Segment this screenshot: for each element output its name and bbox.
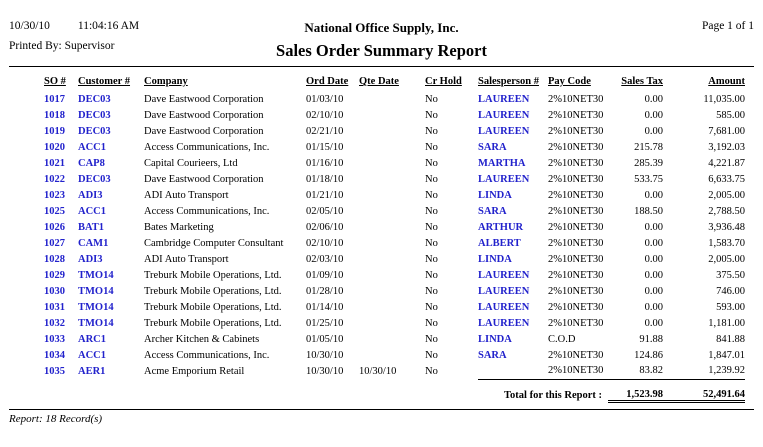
cell-company: Access Communications, Inc. <box>144 349 270 361</box>
cell-customer: CAP8 <box>78 157 105 169</box>
cell-customer: AER1 <box>78 365 106 377</box>
print-time: 11:04:16 AM <box>77 20 140 32</box>
col-sales-tax: Sales Tax <box>621 76 663 87</box>
cell-customer: ARC1 <box>78 333 106 345</box>
cell-salesperson: MARTHA <box>478 157 526 169</box>
cell-so: 1033 <box>44 333 65 345</box>
cell-cr-hold: No <box>425 173 438 185</box>
cell-company: Access Communications, Inc. <box>144 205 270 217</box>
cell-qte-date <box>359 315 425 331</box>
table-row <box>44 267 745 283</box>
cell-so: 1025 <box>44 205 65 217</box>
cell-customer: ACC1 <box>78 205 106 217</box>
cell-cr-hold: No <box>425 205 438 217</box>
cell-cr-hold: No <box>425 349 438 361</box>
cell-amount: 585.00 <box>716 109 745 121</box>
cell-so: 1032 <box>44 317 65 329</box>
cell-sales-tax: 83.82 <box>639 365 663 377</box>
cell-company: Archer Kitchen & Cabinets <box>144 333 260 345</box>
col-amount: Amount <box>708 76 745 87</box>
cell-sales-tax: 0.00 <box>644 301 663 313</box>
cell-amount: 2,005.00 <box>708 189 745 201</box>
cell-so: 1028 <box>44 253 65 265</box>
cell-salesperson: LAUREEN <box>478 173 530 185</box>
cell-sales-tax: 0.00 <box>644 221 663 233</box>
table-row <box>44 315 745 331</box>
cell-amount: 6,633.75 <box>708 173 745 185</box>
cell-so: 1030 <box>44 285 65 297</box>
cell-ord-date: 10/30/10 <box>306 365 344 377</box>
cell-pay-code: 2%10NET30 <box>548 141 604 153</box>
cell-customer: TMO14 <box>78 317 114 329</box>
cell-cr-hold: No <box>425 365 438 377</box>
table-row <box>44 171 745 187</box>
cell-ord-date: 10/30/10 <box>306 349 344 361</box>
cell-salesperson: LINDA <box>478 189 512 201</box>
cell-sales-tax: 533.75 <box>634 173 663 185</box>
cell-pay-code: 2%10NET30 <box>548 317 604 329</box>
table-row <box>44 91 745 107</box>
table-row <box>44 251 745 267</box>
cell-sales-tax: 0.00 <box>644 125 663 137</box>
cell-qte-date <box>359 299 425 315</box>
cell-pay-code: 2%10NET30 <box>548 349 604 361</box>
cell-ord-date: 02/10/10 <box>306 237 344 249</box>
cell-pay-code: 2%10NET30 <box>548 221 604 233</box>
cell-salesperson: SARA <box>478 141 507 153</box>
cell-cr-hold: No <box>425 109 438 121</box>
cell-cr-hold: No <box>425 237 438 249</box>
cell-ord-date: 02/21/10 <box>306 125 344 137</box>
cell-cr-hold: No <box>425 301 438 313</box>
col-salesperson: Salesperson # <box>478 76 539 87</box>
header-divider <box>9 66 754 67</box>
table-row <box>44 107 745 123</box>
cell-so: 1022 <box>44 173 65 185</box>
table-row <box>44 331 745 347</box>
cell-amount: 11,035.00 <box>703 93 745 105</box>
cell-pay-code: C.O.D <box>548 333 576 345</box>
cell-qte-date <box>359 123 425 139</box>
cell-sales-tax: 215.78 <box>634 141 663 153</box>
cell-sales-tax: 0.00 <box>644 269 663 281</box>
company-name: National Office Supply, Inc. <box>304 20 459 35</box>
cell-ord-date: 01/16/10 <box>306 157 344 169</box>
cell-amount: 1,239.92 <box>708 365 745 377</box>
table-row <box>44 203 745 219</box>
cell-customer: BAT1 <box>78 221 105 233</box>
datetime-line <box>9 20 234 32</box>
cell-qte-date <box>359 235 425 251</box>
table-row <box>44 347 745 363</box>
cell-amount: 7,681.00 <box>708 125 745 137</box>
cell-sales-tax: 0.00 <box>644 253 663 265</box>
cell-pay-code: 2%10NET30 <box>548 109 604 121</box>
cell-salesperson <box>478 363 548 379</box>
cell-amount: 4,221.87 <box>708 157 745 169</box>
cell-cr-hold: No <box>425 333 438 345</box>
cell-cr-hold: No <box>425 93 438 105</box>
cell-sales-tax: 0.00 <box>644 317 663 329</box>
report-header <box>9 20 754 61</box>
cell-qte-date <box>359 251 425 267</box>
cell-customer: TMO14 <box>78 269 114 281</box>
cell-so: 1029 <box>44 269 65 281</box>
cell-ord-date: 02/05/10 <box>306 205 344 217</box>
cell-salesperson: LAUREEN <box>478 269 530 281</box>
cell-salesperson: SARA <box>478 349 507 361</box>
cell-salesperson: LAUREEN <box>478 93 530 105</box>
cell-amount: 841.88 <box>716 333 745 345</box>
cell-ord-date: 01/09/10 <box>306 269 344 281</box>
cell-ord-date: 01/03/10 <box>306 93 344 105</box>
cell-salesperson: ALBERT <box>478 237 521 249</box>
totals-spacer <box>44 379 478 401</box>
cell-ord-date: 01/14/10 <box>306 301 344 313</box>
cell-pay-code: 2%10NET30 <box>548 173 604 185</box>
cell-customer: DEC03 <box>78 93 111 105</box>
cell-sales-tax: 188.50 <box>634 205 663 217</box>
cell-company: ADI Auto Transport <box>144 189 229 201</box>
page-title: Sales Order Summary Report <box>276 41 487 60</box>
cell-so: 1027 <box>44 237 65 249</box>
cell-ord-date: 02/03/10 <box>306 253 344 265</box>
cell-cr-hold: No <box>425 317 438 329</box>
cell-customer: DEC03 <box>78 125 111 137</box>
cell-qte-date <box>359 203 425 219</box>
totals-row <box>44 379 745 401</box>
cell-amount: 1,583.70 <box>708 237 745 249</box>
cell-customer: DEC03 <box>78 109 111 121</box>
table-row <box>44 299 745 315</box>
cell-customer: ADI3 <box>78 253 103 265</box>
cell-so: 1017 <box>44 93 65 105</box>
cell-salesperson: SARA <box>478 205 507 217</box>
cell-so: 1035 <box>44 365 65 377</box>
cell-so: 1026 <box>44 221 65 233</box>
cell-ord-date: 01/15/10 <box>306 141 344 153</box>
cell-pay-code: 2%10NET30 <box>548 125 604 137</box>
cell-amount: 3,192.03 <box>708 141 745 153</box>
cell-cr-hold: No <box>425 157 438 169</box>
cell-company: Dave Eastwood Corporation <box>144 93 264 105</box>
cell-qte-date <box>359 107 425 123</box>
cell-sales-tax: 0.00 <box>644 285 663 297</box>
cell-salesperson: LAUREEN <box>478 125 530 137</box>
cell-sales-tax: 0.00 <box>644 93 663 105</box>
cell-qte-date <box>359 139 425 155</box>
cell-company: Treburk Mobile Operations, Ltd. <box>144 317 282 329</box>
table-row <box>44 219 745 235</box>
cell-cr-hold: No <box>425 253 438 265</box>
cell-sales-tax: 0.00 <box>644 109 663 121</box>
cell-so: 1034 <box>44 349 65 361</box>
cell-qte-date <box>359 283 425 299</box>
cell-salesperson: LAUREEN <box>478 285 530 297</box>
cell-customer: CAM1 <box>78 237 109 249</box>
cell-pay-code: 2%10NET30 <box>548 285 604 297</box>
cell-so: 1019 <box>44 125 65 137</box>
cell-pay-code: 2%10NET30 <box>548 93 604 105</box>
cell-so: 1023 <box>44 189 65 201</box>
cell-sales-tax: 91.88 <box>639 333 663 345</box>
cell-salesperson: LAUREEN <box>478 317 530 329</box>
header-center <box>234 20 529 61</box>
page-number: Page 1 of 1 <box>701 20 754 32</box>
cell-pay-code: 2%10NET30 <box>548 205 604 217</box>
cell-sales-tax: 285.39 <box>634 157 663 169</box>
cell-pay-code: 2%10NET30 <box>548 301 604 313</box>
printed-by: Printed By: Supervisor <box>9 40 115 52</box>
cell-pay-code: 2%10NET30 <box>548 253 604 265</box>
cell-qte-date <box>359 267 425 283</box>
cell-so: 1020 <box>44 141 65 153</box>
col-qte-date: Qte Date <box>359 76 399 87</box>
cell-salesperson: LINDA <box>478 253 512 265</box>
cell-cr-hold: No <box>425 269 438 281</box>
cell-salesperson: LAUREEN <box>478 301 530 313</box>
cell-so: 1018 <box>44 109 65 121</box>
cell-pay-code: 2%10NET30 <box>548 365 604 377</box>
cell-ord-date: 02/10/10 <box>306 109 344 121</box>
cell-qte-date <box>359 347 425 363</box>
cell-amount: 3,936.48 <box>708 221 745 233</box>
cell-so: 1021 <box>44 157 65 169</box>
cell-ord-date: 01/21/10 <box>306 189 344 201</box>
cell-customer: DEC03 <box>78 173 111 185</box>
table-row <box>44 187 745 203</box>
table-header-row <box>44 76 745 91</box>
cell-customer: ACC1 <box>78 349 106 361</box>
cell-company: Bates Marketing <box>144 221 214 233</box>
cell-customer: ADI3 <box>78 189 103 201</box>
col-cr-hold: Cr Hold <box>425 76 462 87</box>
cell-amount: 746.00 <box>716 285 745 297</box>
cell-ord-date: 01/28/10 <box>306 285 344 297</box>
cell-sales-tax: 124.86 <box>634 349 663 361</box>
cell-pay-code: 2%10NET30 <box>548 269 604 281</box>
cell-company: Cambridge Computer Consultant <box>144 237 284 249</box>
total-sales-tax: 1,523.98 <box>608 379 663 401</box>
cell-salesperson: ARTHUR <box>478 221 524 233</box>
cell-company: Access Communications, Inc. <box>144 141 270 153</box>
cell-cr-hold: No <box>425 221 438 233</box>
col-ord-date: Ord Date <box>306 76 349 87</box>
report-table <box>44 76 745 403</box>
cell-qte-date <box>359 155 425 171</box>
cell-company: Treburk Mobile Operations, Ltd. <box>144 285 282 297</box>
cell-customer: ACC1 <box>78 141 106 153</box>
table-row <box>44 123 745 139</box>
cell-qte-date <box>359 187 425 203</box>
cell-company: Dave Eastwood Corporation <box>144 125 264 137</box>
cell-qte-date: 10/30/10 <box>359 365 397 377</box>
cell-company: ADI Auto Transport <box>144 253 229 265</box>
cell-ord-date: 01/25/10 <box>306 317 344 329</box>
total-amount: 52,491.64 <box>663 379 745 401</box>
cell-cr-hold: No <box>425 285 438 297</box>
cell-pay-code: 2%10NET30 <box>548 237 604 249</box>
cell-company: Dave Eastwood Corporation <box>144 173 264 185</box>
report-table-body <box>44 91 745 379</box>
cell-sales-tax: 0.00 <box>644 189 663 201</box>
cell-company: Treburk Mobile Operations, Ltd. <box>144 301 282 313</box>
cell-qte-date <box>359 331 425 347</box>
cell-qte-date <box>359 219 425 235</box>
cell-qte-date <box>359 171 425 187</box>
col-customer: Customer # <box>78 76 131 87</box>
cell-ord-date: 01/05/10 <box>306 333 344 345</box>
cell-ord-date: 01/18/10 <box>306 173 344 185</box>
col-so: SO # <box>44 76 66 87</box>
cell-amount: 1,847.01 <box>708 349 745 361</box>
cell-sales-tax: 0.00 <box>644 237 663 249</box>
cell-salesperson: LAUREEN <box>478 109 530 121</box>
cell-company: Acme Emporium Retail <box>144 365 245 377</box>
table-row <box>44 139 745 155</box>
header-left <box>9 20 234 52</box>
cell-amount: 593.00 <box>716 301 745 313</box>
col-pay-code: Pay Code <box>548 76 591 87</box>
cell-qte-date <box>359 91 425 107</box>
cell-amount: 2,005.00 <box>708 253 745 265</box>
cell-so: 1031 <box>44 301 65 313</box>
cell-amount: 375.50 <box>716 269 745 281</box>
cell-pay-code: 2%10NET30 <box>548 157 604 169</box>
table-row <box>44 283 745 299</box>
table-row <box>44 155 745 171</box>
total-label: Total for this Report : <box>478 379 608 401</box>
record-count: Report: 18 Record(s) <box>9 412 103 425</box>
cell-customer: TMO14 <box>78 285 114 297</box>
cell-cr-hold: No <box>425 125 438 137</box>
table-row <box>44 235 745 251</box>
cell-pay-code: 2%10NET30 <box>548 189 604 201</box>
print-date: 10/30/10 <box>9 20 50 32</box>
cell-amount: 2,788.50 <box>708 205 745 217</box>
cell-salesperson: LINDA <box>478 333 512 345</box>
cell-company: Capital Courieers, Ltd <box>144 157 238 169</box>
cell-customer: TMO14 <box>78 301 114 313</box>
table-row <box>44 363 745 379</box>
col-company: Company <box>144 76 188 87</box>
cell-cr-hold: No <box>425 189 438 201</box>
cell-company: Treburk Mobile Operations, Ltd. <box>144 269 282 281</box>
cell-company: Dave Eastwood Corporation <box>144 109 264 121</box>
cell-cr-hold: No <box>425 141 438 153</box>
cell-amount: 1,181.00 <box>708 317 745 329</box>
cell-ord-date: 02/06/10 <box>306 221 344 233</box>
